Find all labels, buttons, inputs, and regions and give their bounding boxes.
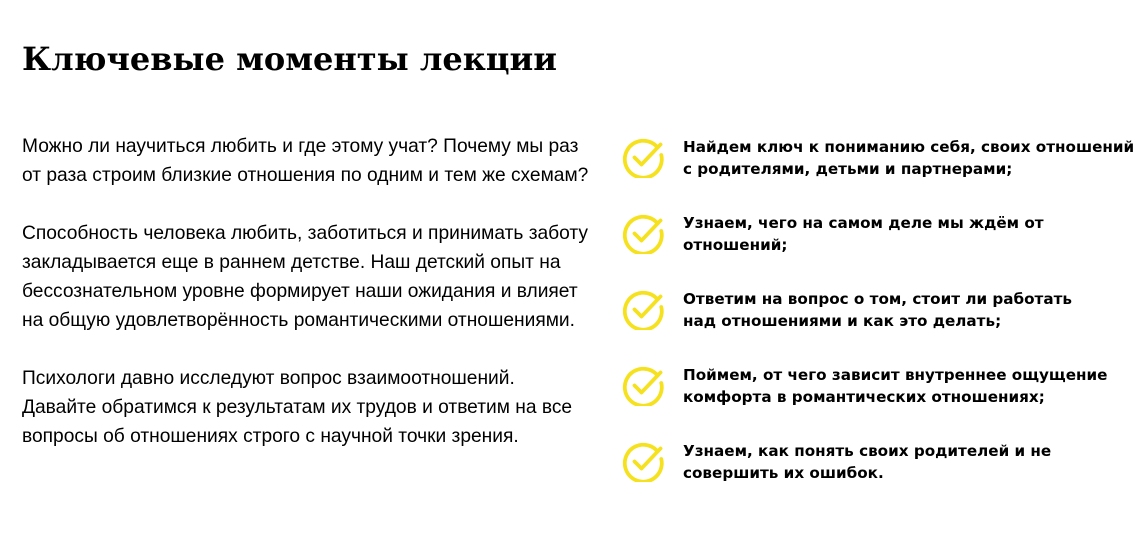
key-point-text: Поймем, от чего зависит внутреннее ощущение комфорта в романтических отношениях; [683,366,1108,406]
check-circle-icon [622,136,664,178]
intro-paragraph-2: Способность человека любить, заботиться и принимать заботу закладывается еще в раннем детстве. Наш детский опыт на бессознательном уровне формирует наши ожидания и влияет на общую удовлетворённость романтическими отношениями. [22,223,589,331]
key-point-text: Ответим на вопрос о том, стоит ли работать над отношениями и как это делать; [683,290,1073,330]
intro-paragraph-1: Можно ли научиться любить и где этому учат? Почему мы раз от раза строим близкие отношения по одним и тем же схемам? [22,136,589,186]
key-point-text: Узнаем, чего на самом деле мы ждём от отношений; [683,214,1044,254]
key-point-5 [622,440,1147,516]
key-points-list [622,136,1147,516]
check-circle-icon [622,364,664,406]
check-circle-icon [622,288,664,330]
key-point-3 [622,288,1147,364]
check-circle-icon [622,212,664,254]
intro-text [22,132,592,480]
key-point-text: Найдем ключ к пониманию себя, своих отношений с родителями, детьми и партнерами; [683,138,1135,178]
check-circle-icon [622,440,664,482]
key-point-4 [622,364,1147,440]
key-point-2 [622,212,1147,288]
page-title: Ключевые моменты лекции [22,40,557,78]
key-point-text: Узнаем, как понять своих родителей и не совершить их ошибок. [683,442,1052,482]
key-point-1 [622,136,1147,212]
intro-paragraph-3: Психологи давно исследуют вопрос взаимоотношений. Давайте обратимся к результатам их трудов и ответим на все вопросы об отношениях строго с научной точки зрения. [22,368,573,447]
